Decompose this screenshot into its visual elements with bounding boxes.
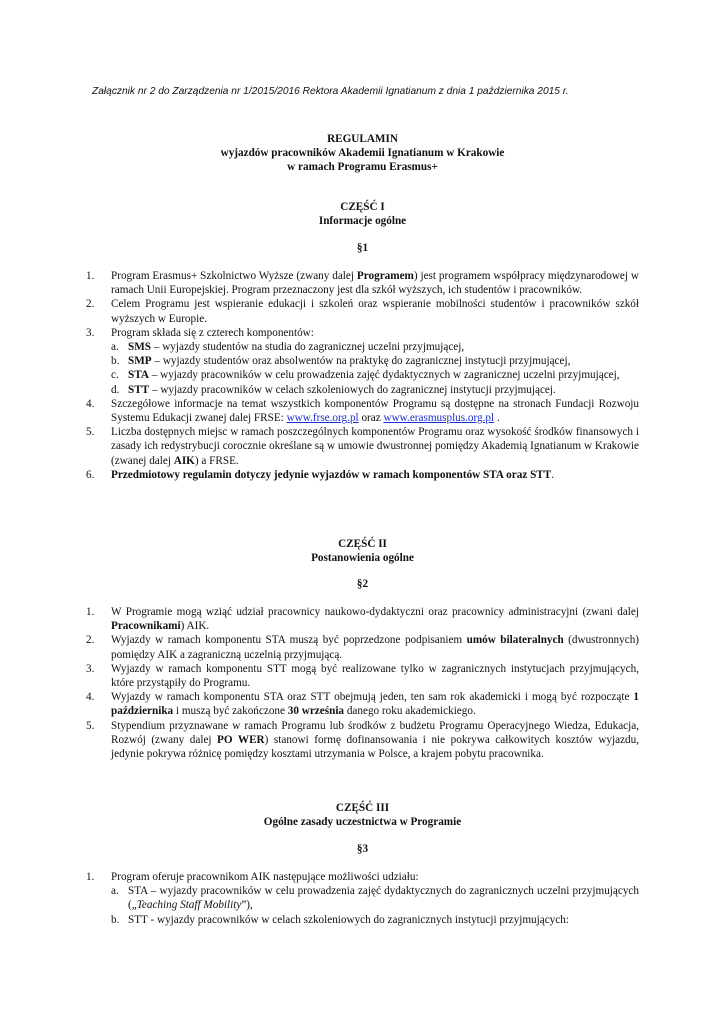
list-item: 4. Wyjazdy w ramach komponentu STA oraz STT obejmują jeden, ten sam rok akademicki i mogą być rozpocząte 1 października i muszą być zakończone 30 września danego roku akademickiego. <box>86 691 639 718</box>
list-item: 3. Wyjazdy w ramach komponentu STT mogą być realizowane tylko w zagranicznych instytucjach przyjmujących, które przystąpiły do Programu. <box>86 662 639 690</box>
paragraph-sign: §2 <box>356 578 369 590</box>
list-item: 1. Program oferuje pracownikom AIK następujące możliwości udziału: <box>86 871 419 883</box>
sub-list-item: c. STA – wyjazdy pracowników w celu prowadzenia zajęć dydaktycznych w zagranicznej uczelni przyjmującej, <box>111 369 620 382</box>
part3-heading <box>86 801 639 829</box>
list-item: 1. W Programie mogą wziąć udział pracownicy naukowo-dydaktyczni oraz pracownicy administracyjni (zwani dalej Pracownikami) AIK. <box>86 606 639 633</box>
list-item: 5. Liczba dostępnych miejsc w ramach poszczególnych komponentów Programu oraz wysokość środków finansowych i zasady ich redystrybucji corocznie określane są w umowie dwustronnej pomiędzy Akademią Ignatianum w Krakowie (zwanej dalej AIK) a FRSE. <box>86 426 639 467</box>
sub-list-item: d. STT – wyjazdy pracowników w celach szkoleniowych do zagranicznej instytucji przyjmującej. <box>111 383 556 396</box>
list-item: 2. Celem Programu jest wspieranie edukacji i szkoleń oraz wspieranie mobilności studentów i pracowników szkół wyższych w Europie. <box>86 298 639 325</box>
list-item: 6. Przedmiotowy regulamin dotyczy jedynie wyjazdów w ramach komponentów STA oraz STT. <box>86 468 555 481</box>
title-line: REGULAMIN <box>327 133 398 145</box>
part2-heading <box>86 537 639 565</box>
part2-section <box>86 605 639 761</box>
sub-list-item: a. SMS – wyjazdy studentów na studia do zagranicznej uczelni przyjmującej, <box>111 341 465 354</box>
sub-list-item: b. SMP – wyjazdy studentów oraz absolwentów na praktykę do zagranicznej instytucji przyjmującej, <box>111 355 571 368</box>
erasmusplus-link[interactable]: www.erasmusplus.org.pl <box>383 412 495 425</box>
title-line: wyjazdów pracowników Akademii Ignatianum w Krakowie <box>220 147 505 159</box>
frse-link[interactable]: www.frse.org.pl <box>286 412 359 425</box>
part1-heading <box>86 200 639 228</box>
list-item: 3. Program składa się z czterech komponentów: <box>86 326 314 339</box>
part-title: Informacje ogólne <box>318 215 407 227</box>
part-number: CZĘŚĆ II <box>338 538 387 550</box>
part1-section <box>86 269 639 482</box>
sub-list-item: a. STA – wyjazdy pracowników w celu prowadzenia zajęć dydaktycznych do zagranicznych uczelni przyjmujących („Teaching Staff Mobility”), <box>111 885 639 912</box>
list-item: 5. Stypendium przyznawane w ramach Programu lub środków z budżetu Programu Operacyjnego Wiedza, Edukacja, Rozwój (zwany dalej PO WER) stanowi formę dofinansowania i nie pokrywa całkowitych kosztów wyjazdu, jedynie pokrywa różnicę pomiędzy kosztami utrzymania w Polsce, a krajem pobytu pracownika. <box>86 719 640 761</box>
part-title: Ogólne zasady uczestnictwa w Programie <box>263 816 462 828</box>
title-line: w ramach Programu Erasmus+ <box>287 161 438 173</box>
part3-section <box>86 870 639 927</box>
paragraph-sign: §3 <box>356 843 369 855</box>
annex-note: Załącznik nr 2 do Zarządzenia nr 1/2015/2016 Rektora Akademii Ignatianum z dnia 1 października 2015 r. <box>92 86 569 97</box>
part-title: Postanowienia ogólne <box>311 552 414 564</box>
document-title <box>86 132 639 174</box>
sub-list-item: b. STT - wyjazdy pracowników w celach szkoleniowych do zagranicznych instytucji przyjmujących: <box>111 913 569 926</box>
list-item: 1. Program Erasmus+ Szkolnictwo Wyższe (zwany dalej Programem) jest programem współpracy międzynarodowej w ramach Unii Europejskiej. Program przeznaczony jest dla szkół wyższych, ich studentów i pracowników. <box>86 270 639 297</box>
list-item: 2. Wyjazdy w ramach komponentu STA muszą być poprzedzone podpisaniem umów bilateralnych (dwustronnych) pomiędzy AIK a zagraniczną uczelnią przyjmującą. <box>86 634 640 661</box>
list-item: 4. Szczegółowe informacje na temat wszystkich komponentów Programu są dostępne na stronach Fundacji Rozwoju Systemu Edukacji zwanej dalej FRSE: www.frse.org.pl oraz www.erasmusplus.org.pl . <box>86 397 639 425</box>
part-number: CZĘŚĆ III <box>335 802 390 814</box>
paragraph-sign: §1 <box>356 242 369 254</box>
part-number: CZĘŚĆ I <box>340 201 385 213</box>
